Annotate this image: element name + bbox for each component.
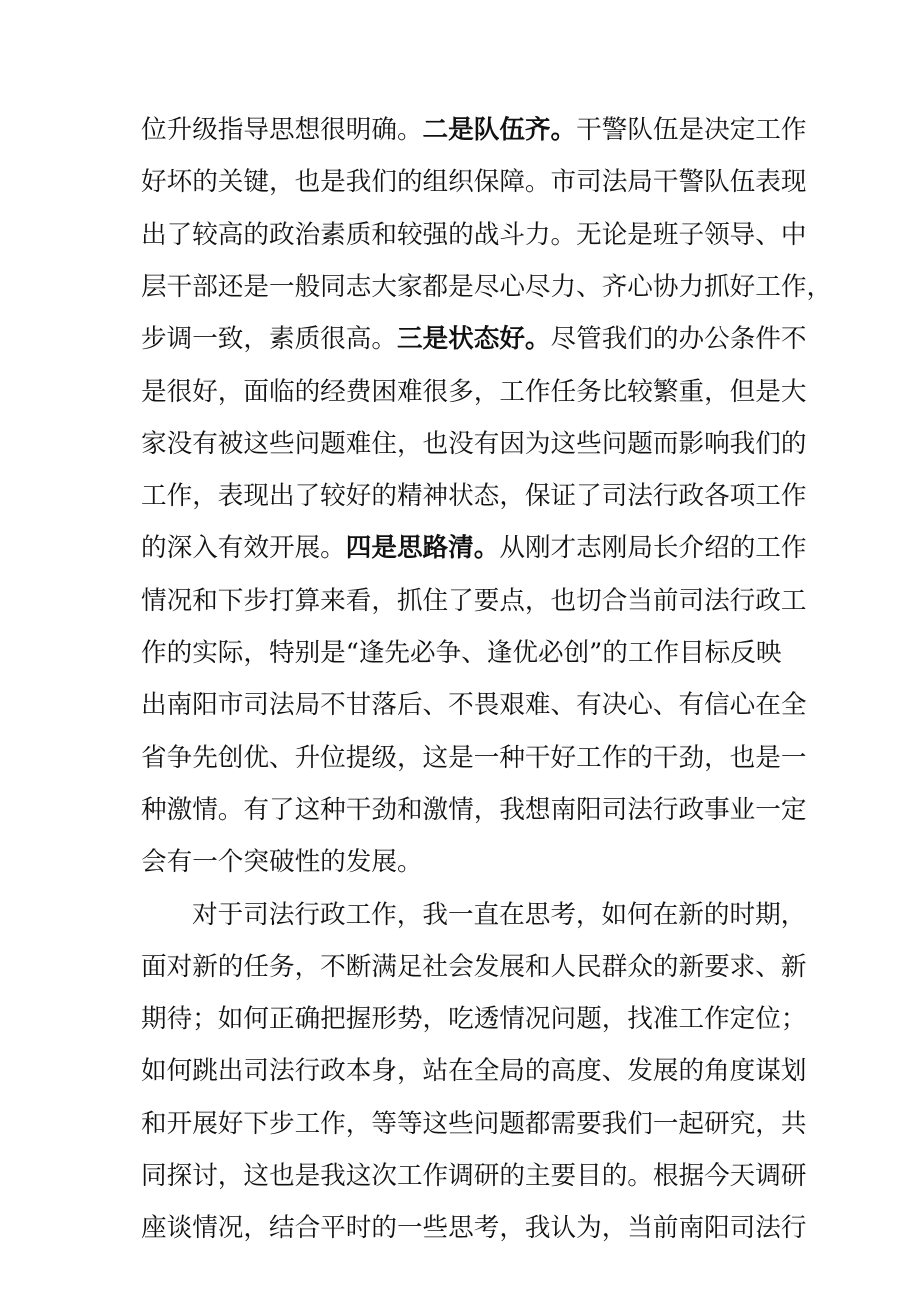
text-line (141, 947, 807, 987)
text-line (141, 215, 807, 255)
text-line (141, 842, 781, 882)
text-line (141, 790, 807, 830)
text-line (141, 1051, 807, 1091)
text-line (141, 1104, 807, 1144)
text-run: 种激情。有了这种干劲和激情，我想南阳司法行政事业一定 (141, 794, 807, 825)
text-run: 位升级指导思想很明确。 (141, 115, 423, 145)
text-run: 期待；如何正确把握形势，吃透情况问题，找准工作定位； (141, 1004, 807, 1035)
text-run: 作的实际，特别是“逢先必争、逢优必创”的工作目标反映 (141, 638, 782, 668)
text-line (141, 999, 807, 1039)
text-line (141, 424, 807, 464)
text-run: 步调一致，素质很高。 (141, 324, 397, 355)
text-run: 同探讨，这也是我这次工作调研的主要目的。根据今天调研 (141, 1161, 807, 1191)
text-line (141, 685, 807, 725)
text-run: 省争先创优、升位提级，这是一种干好工作的干劲，也是一 (141, 742, 807, 773)
text-line (141, 1156, 807, 1196)
text-run: 是很好，面临的经费困难很多，工作任务比较繁重，但是大 (141, 376, 807, 407)
text-line (141, 738, 807, 778)
bold-heading-phrase: 三是状态好。 (396, 324, 551, 355)
text-line (141, 319, 807, 359)
text-line (141, 1208, 807, 1248)
text-run: 座谈情况，结合平时的一些思考，我认为，当前南阳司法行 (141, 1213, 807, 1244)
text-line (141, 528, 807, 568)
text-run: 面对新的任务，不断满足社会发展和人民群众的新要求、新 (141, 951, 807, 982)
text-run: 会有一个突破性的发展。 (141, 847, 423, 878)
text-run: 出了较高的政治素质和较强的战斗力。无论是班子领导、中 (141, 219, 807, 250)
text-run: 出南阳市司法局不甘落后、不畏艰难、有决心、有信心在全 (141, 690, 807, 721)
text-run: 的深入有效开展。 (141, 533, 346, 564)
text-line (141, 162, 807, 202)
text-line (141, 372, 807, 412)
text-run: 尽管我们的办公条件不 (550, 324, 807, 355)
text-run: 家没有被这些问题难住，也没有因为这些问题而影响我们的 (141, 428, 807, 459)
text-line (141, 476, 807, 516)
bold-heading-phrase: 二是队伍齐。 (422, 115, 577, 145)
text-line (141, 267, 833, 307)
text-run: 好坏的关键，也是我们的组织保障。市司法局干警队伍表现 (141, 167, 807, 198)
text-line (192, 895, 807, 935)
text-line (141, 581, 807, 621)
text-run: 如何跳出司法行政本身，站在全局的高度、发展的角度谋划 (141, 1056, 807, 1087)
text-run: 对于司法行政工作，我一直在思考，如何在新的时期， (192, 899, 807, 930)
text-line (141, 633, 781, 673)
text-run: 情况和下步打算来看，抓住了要点，也切合当前司法行政工 (141, 585, 807, 616)
text-run: 和开展好下步工作，等等这些问题都需要我们一起研究，共 (141, 1108, 807, 1139)
text-run: 从刚才志刚局长介绍的工作 (499, 533, 807, 564)
text-run: 干警队伍是决定工作 (576, 115, 807, 145)
text-run: 工作，表现出了较好的精神状态，保证了司法行政各项工作 (141, 481, 807, 512)
bold-heading-phrase: 四是思路清。 (345, 533, 500, 564)
text-run: 层干部还是一般同志大家都是尽心尽力、齐心协力抓好工作， (141, 271, 833, 302)
text-line (141, 110, 807, 150)
